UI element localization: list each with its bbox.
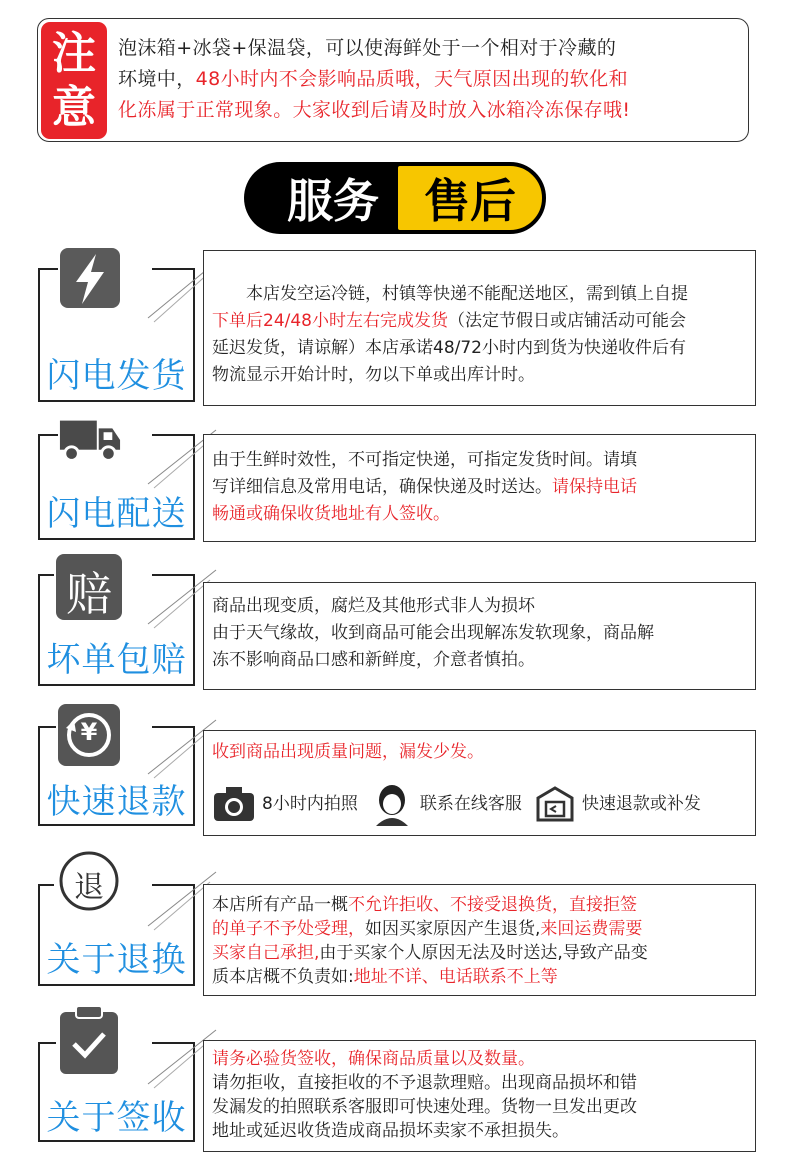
notice-line-2-red: 48小时内不会影响品质哦，天气原因出现的软化和 [195,68,628,90]
content-line-4: 地址或延迟收货造成商品损坏卖家不承担损失。 [212,1121,569,1141]
sign-clipboard-icon [56,1004,122,1076]
content-line-4-red: 地址不详、电话联系不上等 [353,967,558,987]
content-line-1-black: 本店所有产品一概 [212,895,348,915]
content-line-1: 请务必验货签收，确保商品质量以及数量。 [212,1049,535,1069]
service-header-left: 服务 [244,162,414,234]
content-line-1 [212,893,747,917]
content-line-2: 由于天气缘故，收到商品可能会出现解冻发软现象，商品解 [212,623,654,643]
section-damage-compensation [0,552,790,690]
notice-text [118,33,746,126]
content-line-1: 本店发空运冷链，村镇等快递不能配送地区，需到镇上自提 [246,284,688,304]
content-line-2-red: 请保持电话 [552,477,637,497]
notice-line-2 [118,64,746,95]
compensation-icon-char: 赔 [66,567,112,621]
section-content [203,582,756,690]
content-line-2: 请勿拒收，直接拒收的不予退款理赔。出现商品损坏和错 [212,1073,637,1093]
return-icon-char: 退 [74,870,104,905]
refund-step-text: 快速退款或补发 [581,793,701,814]
refund-steps [212,782,747,826]
section-label: 关于签收 [46,1098,187,1138]
content-line-3: 冻不影响商品口感和新鲜度，介意者慎拍。 [212,650,535,670]
content-line-4 [212,965,747,989]
section-content [203,884,756,996]
content-line-1: 由于生鲜时效性，不可指定快递，可指定发货时间。请填 [212,450,637,470]
compensation-icon [54,552,124,622]
return-icon [54,846,124,916]
content-line-2 [212,308,747,335]
content-line-3: 延迟发货，请谅解）本店承诺48/72小时内到货为快递收件后有 [212,338,686,358]
content-line-1-red: 不允许拒收、不接受退换货，直接拒签 [348,895,637,915]
section-content [203,1040,756,1152]
refund-step-text: 联系在线客服 [419,793,522,814]
content-line-2-black: 如因买家原因产生退货, [365,919,541,939]
section-content [203,434,756,542]
refund-step [370,782,522,826]
content-line-2-black: 写详细信息及常用电话，确保快递及时送达。 [212,477,552,497]
section-label: 坏单包赔 [46,640,187,680]
notice-line-3: 化冻属于正常现象。大家收到后请及时放入冰箱冷冻保存哦! [118,99,631,121]
notice-line-1: 泡沫箱+冰袋+保温袋，可以使海鲜处于一个相对于冷藏的 [118,37,617,59]
refund-yen-icon [56,702,122,768]
notice-badge-top: 注 [52,27,96,79]
section-lightning-shipping [0,246,790,406]
lightning-icon [58,246,122,310]
section-label: 闪电配送 [46,494,187,534]
refund-box-icon [534,784,576,824]
content-line-2-red: 下单后24/48小时左右完成发货 [212,311,448,331]
refund-step-text: 8小时内拍照 [262,793,358,814]
customer-service-icon [370,782,414,826]
content-line-2-red2: 来回运费需要 [540,919,643,939]
notice-badge-bottom: 意 [52,81,96,133]
camera-icon [212,785,256,823]
section-lightning-delivery [0,412,790,544]
content-line-3: 发漏发的拍照联系客服即可快速处理。货物一旦发出更改 [212,1097,637,1117]
section-about-signing [0,1004,790,1154]
notice-line-2-black: 环境中， [118,68,196,90]
content-line-2-black: （法定节假日或店铺活动可能会 [448,311,686,331]
content-line-1: 商品出现变质，腐烂及其他形式非人为损坏 [212,596,535,616]
refund-yen-char: ¥ [80,718,98,746]
content-line-4-black: 质本店概不负责如: [212,967,354,987]
content-line-3 [212,941,747,965]
service-header [244,162,548,234]
section-label: 快速退款 [46,782,187,822]
content-line-2-red: 的单子不予处受理， [212,919,365,939]
section-content [203,730,756,836]
content-line-3-black: 由于买家个人原因无法及时送达,导致产品变 [319,943,648,963]
section-about-returns [0,846,790,996]
refund-step [534,784,701,824]
section-label: 关于退换 [46,940,187,980]
content-line-1: 收到商品出现质量问题，漏发少发。 [212,742,484,762]
notice-badge [41,22,107,139]
section-fast-refund [0,702,790,838]
refund-step [212,785,358,823]
truck-icon [58,408,122,472]
content-line-3-red: 买家自己承担, [212,943,320,963]
notice-box [37,18,749,142]
content-line-2 [212,474,747,501]
content-line-2 [212,917,747,941]
section-content [203,250,756,406]
service-header-right: 售后 [394,162,546,234]
content-line-4: 物流显示开始计时，勿以下单或出库计时。 [212,365,535,385]
section-label: 闪电发货 [46,356,187,396]
content-line-3: 畅通或确保收货地址有人签收。 [212,504,450,524]
